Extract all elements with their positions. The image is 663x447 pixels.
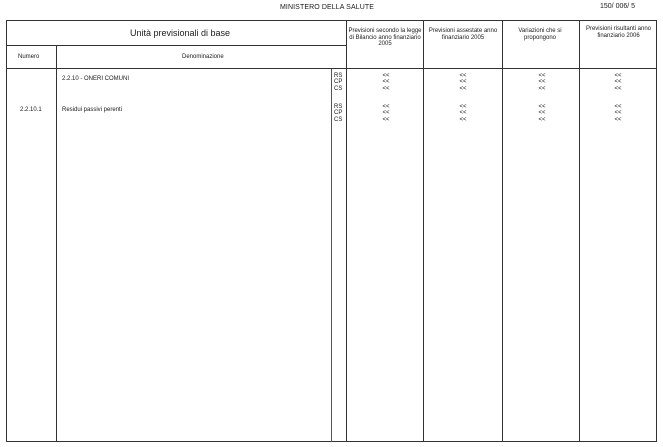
col-divider-codes	[346, 20, 347, 442]
row-2-cs-bilancio: <<	[382, 117, 390, 123]
row-2-number: 2.2.10.1	[20, 107, 42, 113]
row-1-code-rs: RS	[334, 73, 343, 79]
row-2-rs-variazioni: <<	[538, 104, 546, 110]
col-divider-variazioni	[502, 20, 503, 442]
header-denomination: Denominazione	[182, 54, 224, 60]
row-2-code-rs: RS	[334, 104, 343, 110]
row-2-cs-variazioni: <<	[538, 117, 546, 123]
header-prev-bilancio: Previsioni secondo la legge di Bilancio anno finanziario 2005	[348, 28, 422, 47]
row-1-cp-bilancio: <<	[382, 79, 390, 85]
header-prev-assestate: Previsioni assestate anno finanziario 2005	[428, 28, 498, 41]
row-1-cs-risultanti: <<	[614, 86, 622, 92]
ministry-title: MINISTERO DELLA SALUTE	[280, 4, 375, 11]
row-1-rs-variazioni: <<	[538, 73, 546, 79]
header-variazioni: Variazioni che si propongono	[518, 28, 562, 41]
row-1-rs-bilancio: <<	[382, 73, 390, 79]
row-1-rs-assestate: <<	[459, 73, 467, 79]
row-1-cs-bilancio: <<	[382, 86, 390, 92]
row-1-code-cs: CS	[334, 86, 343, 92]
col-divider-rs	[331, 68, 332, 442]
group-header: Unità previsionali di base	[130, 28, 231, 38]
header-number: Numero	[18, 54, 40, 60]
row-1-code-cp: CP	[334, 79, 343, 85]
row-2-rs-risultanti: <<	[614, 104, 622, 110]
row-2-cp-variazioni: <<	[538, 110, 546, 116]
row-2-rs-bilancio: <<	[382, 104, 390, 110]
page-reference: 150/ 006/ 5	[600, 3, 636, 10]
col-divider-assestate	[423, 20, 424, 442]
header-bottom-line	[6, 68, 657, 69]
row-1-rs-risultanti: <<	[614, 73, 622, 79]
row-2-cp-assestate: <<	[459, 110, 467, 116]
row-2-denomination: Residui passivi perenti	[62, 107, 123, 113]
row-2-code-cp: CP	[334, 110, 343, 116]
row-2-cs-risultanti: <<	[614, 117, 622, 123]
row-2-cp-risultanti: <<	[614, 110, 622, 116]
col-divider-risultanti	[579, 20, 580, 442]
row-1-cp-assestate: <<	[459, 79, 467, 85]
row-2-cp-bilancio: <<	[382, 110, 390, 116]
header-prev-risultanti: Previsioni risultanti anno finanziario 2006	[585, 26, 652, 39]
row-1-cp-risultanti: <<	[614, 79, 622, 85]
row-1-cp-variazioni: <<	[538, 79, 546, 85]
col-divider-number	[56, 45, 57, 442]
row-1-denomination: 2.2.10 - ONERI COMUNI	[62, 76, 130, 82]
header-split-line	[6, 45, 346, 46]
row-1-cs-assestate: <<	[459, 86, 467, 92]
row-2-cs-assestate: <<	[459, 117, 467, 123]
row-2-code-cs: CS	[334, 117, 343, 123]
row-2-rs-assestate: <<	[459, 104, 467, 110]
row-1-cs-variazioni: <<	[538, 86, 546, 92]
